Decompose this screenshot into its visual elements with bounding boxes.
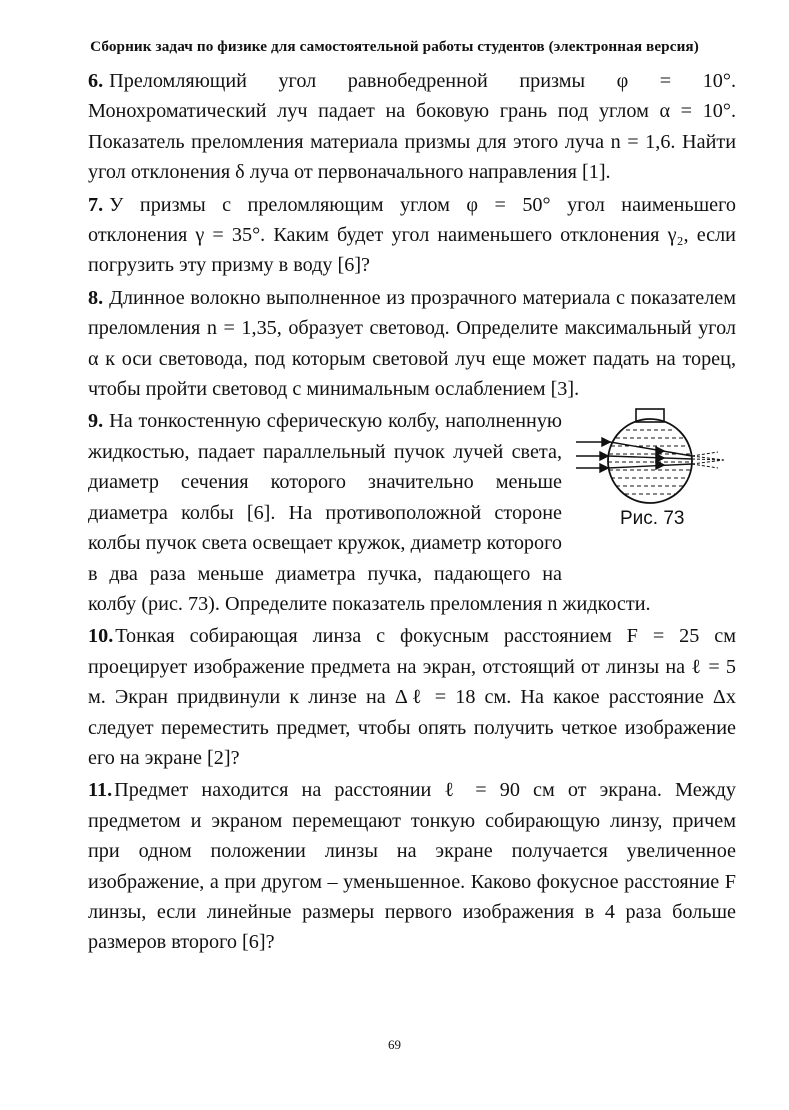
problem-text: Длинное волокно выполненное из прозрачного материала с показателем преломления n = 1,35, образует световод. Определите максимальный угол α к оси световода, под которым световой луч еще может падать на торец, чтобы пройти световод с минимальным ослаблением [3]. bbox=[88, 286, 736, 401]
flask-diagram bbox=[576, 406, 736, 506]
problem-number: 11. bbox=[88, 779, 113, 802]
problem-8 bbox=[88, 283, 736, 405]
page-number: 69 bbox=[388, 1037, 401, 1052]
problem-10 bbox=[88, 621, 736, 773]
problem-text: Предмет находится на расстоянии ℓ = 90 см от экрана. Между предметом и экраном перемещают тонкую собирающую линзу, причем при одном положении линзы на экране получается увеличенное изображение, а при другом – уменьшенное. Каково фокусное расстояние F линзы, если линейные размеры первого изображения в 4 раза больше размеров второго [6]? bbox=[88, 779, 736, 954]
problem-number: 10. bbox=[88, 625, 114, 648]
problem-11 bbox=[88, 775, 736, 957]
problem-number: 6. bbox=[88, 70, 104, 92]
problem-number: 9. bbox=[88, 410, 104, 433]
problem-text: У призмы с преломляющим углом φ = 50° угол наименьшего отклонения γ = 35°. Каким будет угол наименьшего отклонения γ₂, если погрузить эту призму в воду [6]? bbox=[88, 193, 736, 277]
problem-list bbox=[88, 66, 736, 960]
problem-text: На тонкостенную сферическую колбу, наполненную жидкостью, падает параллельный пучок лучей света, диаметр сечения которого значительно меньше диаметра колбы [6]. На противоположной стороне колбы пучок света освещает кружок, диаметр которого в два раза меньше диаметра пучка, падающего на колбу (рис. 73). Определите показатель преломления n жидкости. bbox=[88, 410, 651, 615]
problem-6 bbox=[88, 66, 736, 188]
problem-9-block bbox=[88, 406, 736, 619]
problem-number: 7. bbox=[88, 193, 104, 216]
page-header: Сборник задач по физике для самостоятельной работы студентов (электронная версия) bbox=[90, 38, 699, 55]
problem-text: Преломляющий угол равнобедренной призмы φ = 10°. Монохроматический луч падает на боковую грань под углом α = 10°. Показатель преломления материала призмы для этого луча n = 1,6. Найти угол отклонения δ луча от первоначального направления [1]. bbox=[88, 70, 736, 184]
figure-caption: Рис. 73 bbox=[620, 508, 685, 530]
problem-text: Тонкая собирающая линза с фокусным расстоянием F = 25 см проецирует изображение предмета на экран, отстоящий от линзы на ℓ = 5 м. Экран придвинули к линзе на Δℓ = 18 см. На какое расстояние Δx следует переместить предмет, чтобы опять получить четкое изображение его на экране [2]? bbox=[88, 625, 736, 769]
figure-73 bbox=[576, 406, 736, 566]
problem-number: 8. bbox=[88, 286, 104, 309]
problem-7 bbox=[88, 190, 736, 281]
